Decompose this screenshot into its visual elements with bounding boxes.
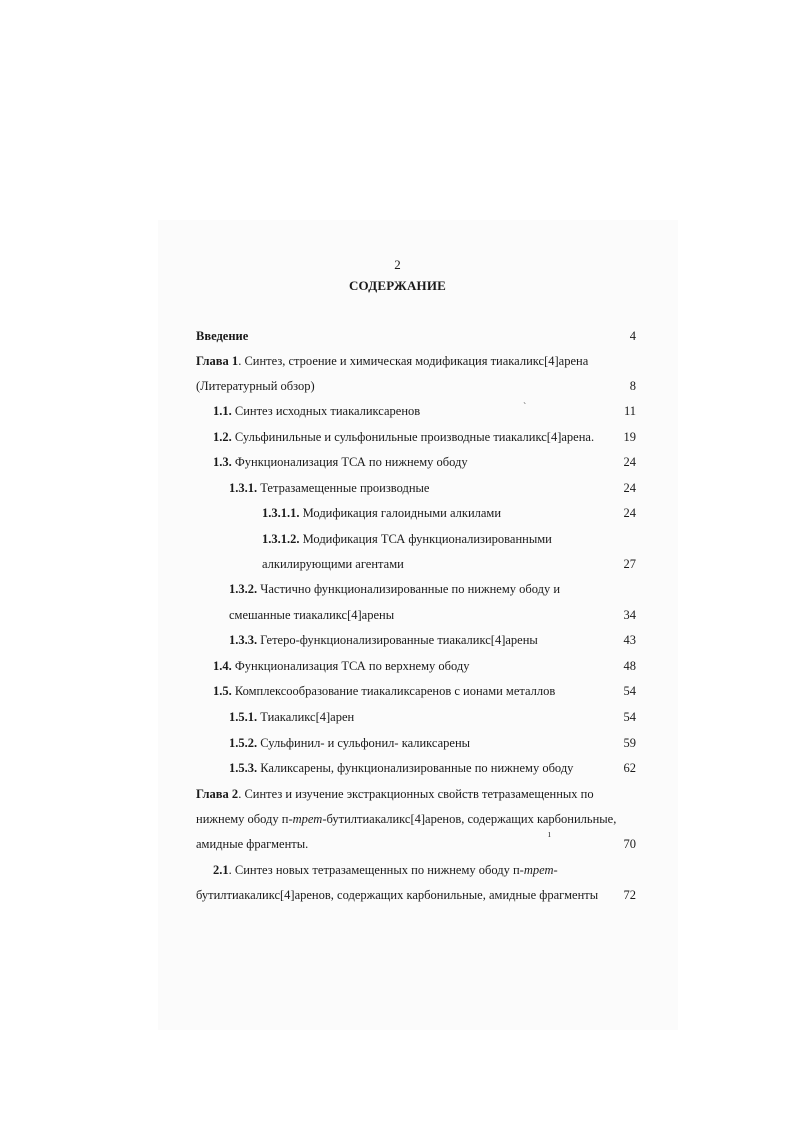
toc-entry-1-3-2 — [196, 578, 636, 600]
toc-page: 8 — [629, 379, 636, 393]
toc-entry-intro — [196, 325, 636, 347]
toc-text: . Синтез, строение и химическая модификация тиакаликс[4]арена — [238, 354, 589, 368]
toc-entry-chapter-2 — [196, 783, 636, 805]
toc-entry-chapter-1-cont — [196, 375, 636, 397]
scan-speck: ` — [523, 402, 527, 413]
toc-entry-chapter-2-cont2 — [196, 833, 636, 855]
toc-number: 2.1 — [213, 863, 229, 877]
toc-entry-1-4 — [196, 655, 636, 677]
scan-speck: ı — [548, 829, 551, 840]
toc-page: 54 — [623, 710, 636, 724]
toc-text: бутилтиакаликс[4]аренов, содержащих карбонильные, амидные фрагменты — [196, 888, 599, 902]
toc-text: - — [553, 863, 558, 877]
toc-text: Частично функционализированные по нижнему ободу и — [257, 582, 561, 596]
toc-page: 27 — [623, 557, 636, 571]
toc-number: 1.1. — [213, 404, 232, 418]
toc-text-italic: трет — [292, 812, 323, 826]
toc-text: (Литературный обзор) — [196, 379, 315, 393]
toc-page: 48 — [623, 659, 636, 673]
toc-number: 1.5.2. — [229, 736, 258, 750]
toc-text: . Синтез и изучение экстракционных свойств тетразамещенных по — [238, 787, 594, 801]
toc-text: . Синтез новых тетразамещенных по нижнему ободу п- — [228, 863, 524, 877]
toc-page: 24 — [623, 481, 636, 495]
page-number: 2 — [394, 257, 401, 272]
toc-label: Введение — [196, 329, 249, 343]
toc-text: -бутилтиакаликс[4]аренов, содержащих карбонильные, — [322, 812, 617, 826]
toc-number: Глава 1 — [196, 354, 239, 368]
toc-text: Функционализация ТСА по нижнему ободу — [231, 455, 468, 469]
toc-text: алкилирующими агентами — [262, 557, 404, 571]
toc-page: 11 — [623, 404, 636, 418]
toc-entry-1-5 — [196, 680, 636, 702]
toc-entry-chapter-2-cont — [196, 808, 636, 830]
toc-entry-1-2 — [196, 426, 636, 448]
toc-page: 24 — [623, 455, 636, 469]
toc-entry-1-3 — [196, 451, 636, 473]
toc-text: Сульфинил- и сульфонил- каликсарены — [257, 736, 471, 750]
toc-number: 1.3. — [213, 455, 232, 469]
toc-page: 24 — [623, 506, 636, 520]
toc-entry-1-3-1-2 — [196, 528, 636, 550]
toc-number: 1.3.3. — [229, 633, 258, 647]
toc-text: Модификация ТСА функционализированными — [299, 532, 552, 546]
toc-number: 1.3.1.2. — [262, 532, 300, 546]
toc-text: амидные фрагменты. — [196, 837, 309, 851]
toc-text: Функционализация ТСА по верхнему ободу — [231, 659, 470, 673]
toc-number: 1.5. — [213, 684, 232, 698]
toc-page: 34 — [623, 608, 636, 622]
toc-text: смешанные тиакаликс[4]арены — [229, 608, 395, 622]
toc-text: Гетеро-функционализированные тиакаликс[4]арены — [257, 633, 538, 647]
toc-entry-2-1 — [196, 859, 636, 881]
toc-entry-1-3-1-2-cont — [196, 553, 636, 575]
toc-number: 1.5.3. — [229, 761, 258, 775]
toc-page: 4 — [629, 329, 636, 343]
page-title: СОДЕРЖАНИЕ — [348, 278, 447, 293]
toc-text: Тиакаликс[4]арен — [257, 710, 355, 724]
toc-text: Синтез исходных тиакаликсаренов — [231, 404, 421, 418]
toc-entry-1-5-3 — [196, 757, 636, 779]
toc-text: нижнему ободу п- — [196, 812, 293, 826]
toc-text: Сульфинильные и сульфонильные производные тиакаликс[4]арена. — [231, 430, 595, 444]
toc-entry-2-1-cont — [196, 884, 636, 906]
toc-number: 1.3.1. — [229, 481, 258, 495]
toc-entry-1-3-1-1 — [196, 502, 636, 524]
toc-number: 1.5.1. — [229, 710, 258, 724]
toc-number: 1.4. — [213, 659, 232, 673]
toc-text-italic: трет — [523, 863, 554, 877]
toc-text: Каликсарены, функционализированные по нижнему ободу — [257, 761, 574, 775]
toc-text: Модификация галоидными алкилами — [299, 506, 502, 520]
toc-page: 70 — [623, 837, 636, 851]
toc-entry-1-5-2 — [196, 732, 636, 754]
toc-entry-1-1 — [196, 400, 636, 422]
toc-entry-1-3-2-cont — [196, 604, 636, 626]
toc-page: 72 — [623, 888, 636, 902]
toc-entry-1-5-1 — [196, 706, 636, 728]
toc-page: 62 — [623, 761, 636, 775]
toc-number: 1.3.2. — [229, 582, 258, 596]
toc-number: Глава 2 — [196, 787, 239, 801]
toc-entry-chapter-1 — [196, 350, 636, 372]
toc-entry-1-3-3 — [196, 629, 636, 651]
toc-page: 19 — [623, 430, 636, 444]
toc-text: Комплексообразование тиакаликсаренов с ионами металлов — [231, 684, 556, 698]
toc-entry-1-3-1 — [196, 477, 636, 499]
toc-page: 54 — [623, 684, 636, 698]
toc-text: Тетразамещенные производные — [257, 481, 430, 495]
toc-page: 59 — [623, 736, 636, 750]
toc-number: 1.3.1.1. — [262, 506, 300, 520]
toc-page: 43 — [623, 633, 636, 647]
toc-number: 1.2. — [213, 430, 232, 444]
